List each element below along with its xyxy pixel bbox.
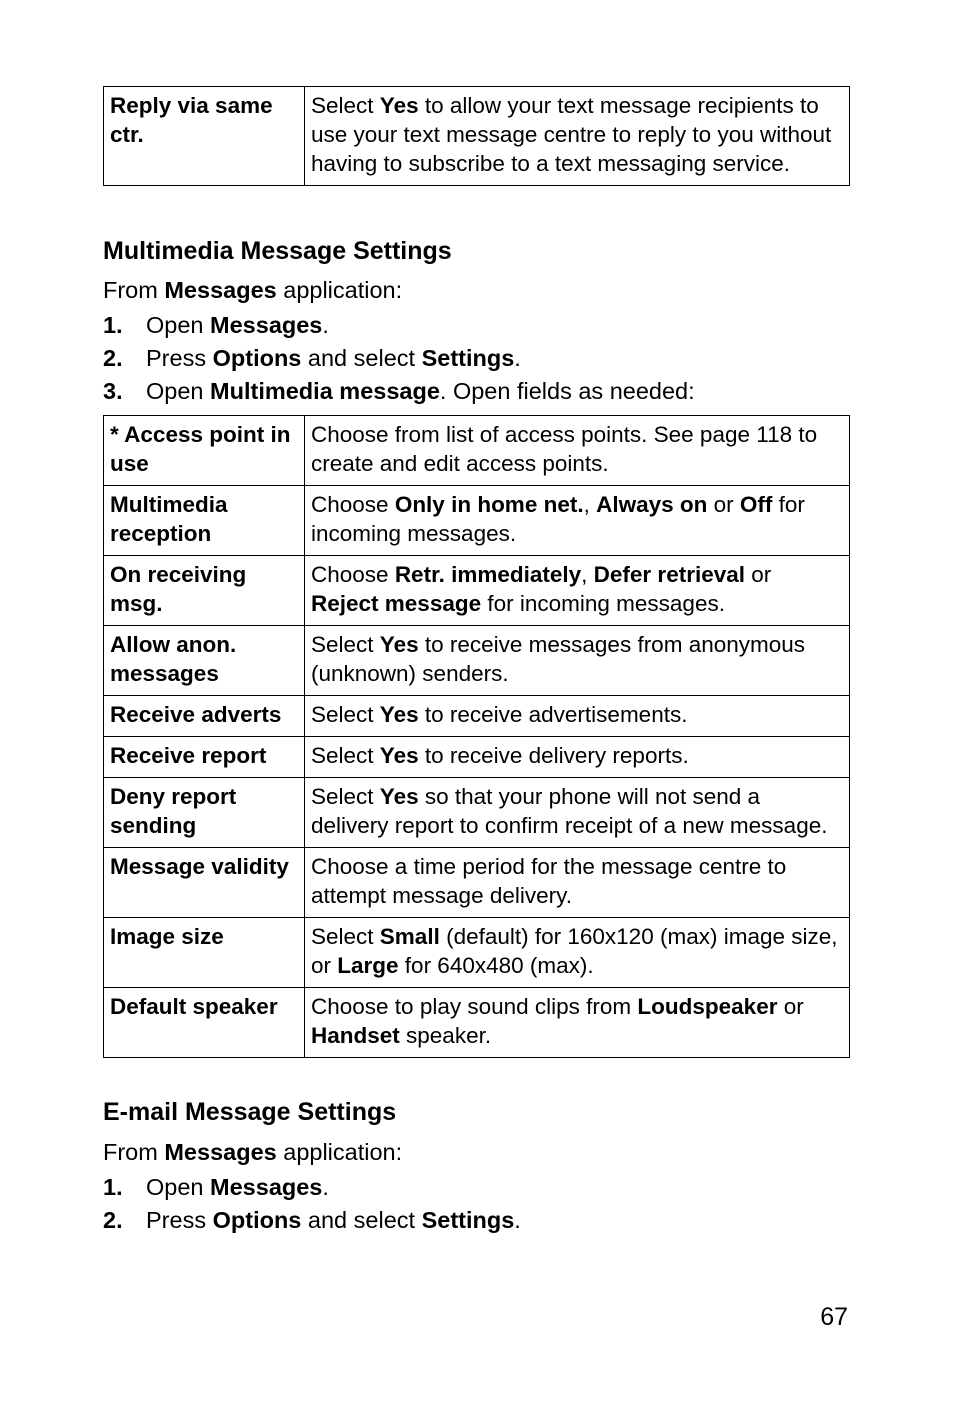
reply-settings-table <box>103 86 850 186</box>
setting-description <box>305 918 850 988</box>
bold-term: Off <box>739 492 773 517</box>
text-run: for incoming messages. <box>481 591 725 616</box>
table-row <box>104 918 850 988</box>
table-row <box>104 988 850 1058</box>
setting-name: Receive report <box>104 737 305 778</box>
text-run: or <box>707 492 740 517</box>
bold-term: Settings <box>421 345 515 371</box>
text-run: Open <box>146 1174 211 1200</box>
setting-description <box>305 87 850 186</box>
text-run: Press <box>146 345 213 371</box>
mms-settings-table <box>103 415 850 1058</box>
step-item <box>103 1205 521 1238</box>
table-row <box>104 87 850 186</box>
bold-term: Multimedia message <box>210 378 440 404</box>
text-run: Open <box>146 312 211 338</box>
bold-term: Messages <box>164 1139 277 1165</box>
step-number: 2. <box>103 1207 123 1233</box>
setting-description <box>305 556 850 626</box>
text-run: Select <box>311 924 380 949</box>
step-number: 1. <box>103 312 123 338</box>
text-run: . <box>322 1174 329 1200</box>
text-run: . <box>514 1207 521 1233</box>
setting-name: * Access point in use <box>104 416 305 486</box>
bold-term: Small <box>379 924 440 949</box>
setting-name: Allow anon. messages <box>104 626 305 696</box>
bold-term: Handset <box>311 1023 400 1048</box>
mms-steps <box>103 310 695 409</box>
setting-description <box>305 737 850 778</box>
text-run: or <box>777 994 804 1019</box>
setting-name: Multimedia reception <box>104 486 305 556</box>
setting-name: Receive adverts <box>104 696 305 737</box>
text-run: From <box>103 277 165 303</box>
text-run: for 640x480 (max). <box>398 953 594 978</box>
text-run: to receive messages from anonymous (unknown) senders. <box>311 632 806 686</box>
setting-name: Image size <box>104 918 305 988</box>
bold-term: Only in home net. <box>394 492 584 517</box>
page-number: 67 <box>820 1303 848 1331</box>
text-run: to allow your text message recipients to use your text message centre to reply to you without having to subscribe to a text messaging service. <box>311 93 832 176</box>
step-number: 1. <box>103 1174 123 1200</box>
text-run: Select <box>311 702 380 727</box>
setting-name: Deny report sending <box>104 778 305 848</box>
bold-term: Always on <box>596 492 708 517</box>
bold-term: Loudspeaker <box>637 994 778 1019</box>
text-run: Choose a time period for the message centre to attempt message delivery. <box>311 854 787 908</box>
text-run: From <box>103 1139 165 1165</box>
text-run: and select <box>301 1207 422 1233</box>
text-run: or <box>745 562 772 587</box>
text-run: Choose from list of access points. See page 118 to create and edit access points. <box>311 422 818 476</box>
bold-term: Large <box>337 953 399 978</box>
text-run: speaker. <box>399 1023 492 1048</box>
bold-term: Defer retrieval <box>593 562 745 587</box>
text-run: . <box>322 312 329 338</box>
setting-name: Reply via same ctr. <box>104 87 305 186</box>
text-run: Press <box>146 1207 213 1233</box>
table-row <box>104 556 850 626</box>
text-run: , <box>581 562 594 587</box>
text-run: application: <box>276 1139 403 1165</box>
text-run: Select <box>311 93 380 118</box>
mms-intro <box>103 275 402 305</box>
bold-term: Options <box>212 1207 302 1233</box>
table-row <box>104 416 850 486</box>
table-row <box>104 626 850 696</box>
setting-description <box>305 778 850 848</box>
bold-term: Yes <box>379 702 419 727</box>
text-run: Choose to play sound clips from <box>311 994 638 1019</box>
bold-term: Messages <box>210 1174 323 1200</box>
setting-description <box>305 696 850 737</box>
email-intro <box>103 1137 402 1167</box>
bold-term: Yes <box>379 632 419 657</box>
text-run: Select <box>311 784 380 809</box>
table-row <box>104 696 850 737</box>
step-item <box>103 376 695 409</box>
bold-term: Yes <box>379 784 419 809</box>
step-item <box>103 343 695 376</box>
email-heading: E-mail Message Settings <box>103 1098 397 1126</box>
bold-term: Retr. immediately <box>394 562 582 587</box>
setting-name: Message validity <box>104 848 305 918</box>
setting-description <box>305 848 850 918</box>
text-run: for incoming messages. <box>311 492 805 546</box>
text-run: (default) for 160x120 (max) image size, or <box>311 924 838 978</box>
reply-settings-body <box>104 87 850 186</box>
bold-term: Messages <box>210 312 323 338</box>
setting-description <box>305 988 850 1058</box>
setting-description <box>305 486 850 556</box>
bold-term: Yes <box>379 93 419 118</box>
bold-term: Options <box>212 345 302 371</box>
table-row <box>104 737 850 778</box>
bold-term: Yes <box>379 743 419 768</box>
table-row <box>104 778 850 848</box>
setting-description <box>305 416 850 486</box>
step-item <box>103 310 695 343</box>
table-row <box>104 848 850 918</box>
bold-term: Messages <box>164 277 277 303</box>
text-run: Open <box>146 378 211 404</box>
step-number: 2. <box>103 345 123 371</box>
text-run: and select <box>301 345 422 371</box>
text-run: Select <box>311 632 380 657</box>
bold-term: Reject message <box>311 591 482 616</box>
text-run: application: <box>276 277 403 303</box>
text-run: so that your phone will not send a delivery report to confirm receipt of a new message. <box>311 784 828 838</box>
setting-name: Default speaker <box>104 988 305 1058</box>
table-row <box>104 486 850 556</box>
text-run: to receive delivery reports. <box>418 743 689 768</box>
text-run: Choose <box>311 562 395 587</box>
text-run: Choose <box>311 492 395 517</box>
text-run: . <box>514 345 521 371</box>
setting-name: On receiving msg. <box>104 556 305 626</box>
mms-heading: Multimedia Message Settings <box>103 237 452 265</box>
bold-term: Settings <box>421 1207 515 1233</box>
setting-description <box>305 626 850 696</box>
text-run: , <box>583 492 597 517</box>
text-run: Select <box>311 743 380 768</box>
text-run: . Open fields as needed: <box>439 378 695 404</box>
mms-settings-body <box>104 416 850 1058</box>
step-number: 3. <box>103 378 123 404</box>
text-run: to receive advertisements. <box>418 702 688 727</box>
email-steps <box>103 1172 521 1238</box>
step-item <box>103 1172 521 1205</box>
